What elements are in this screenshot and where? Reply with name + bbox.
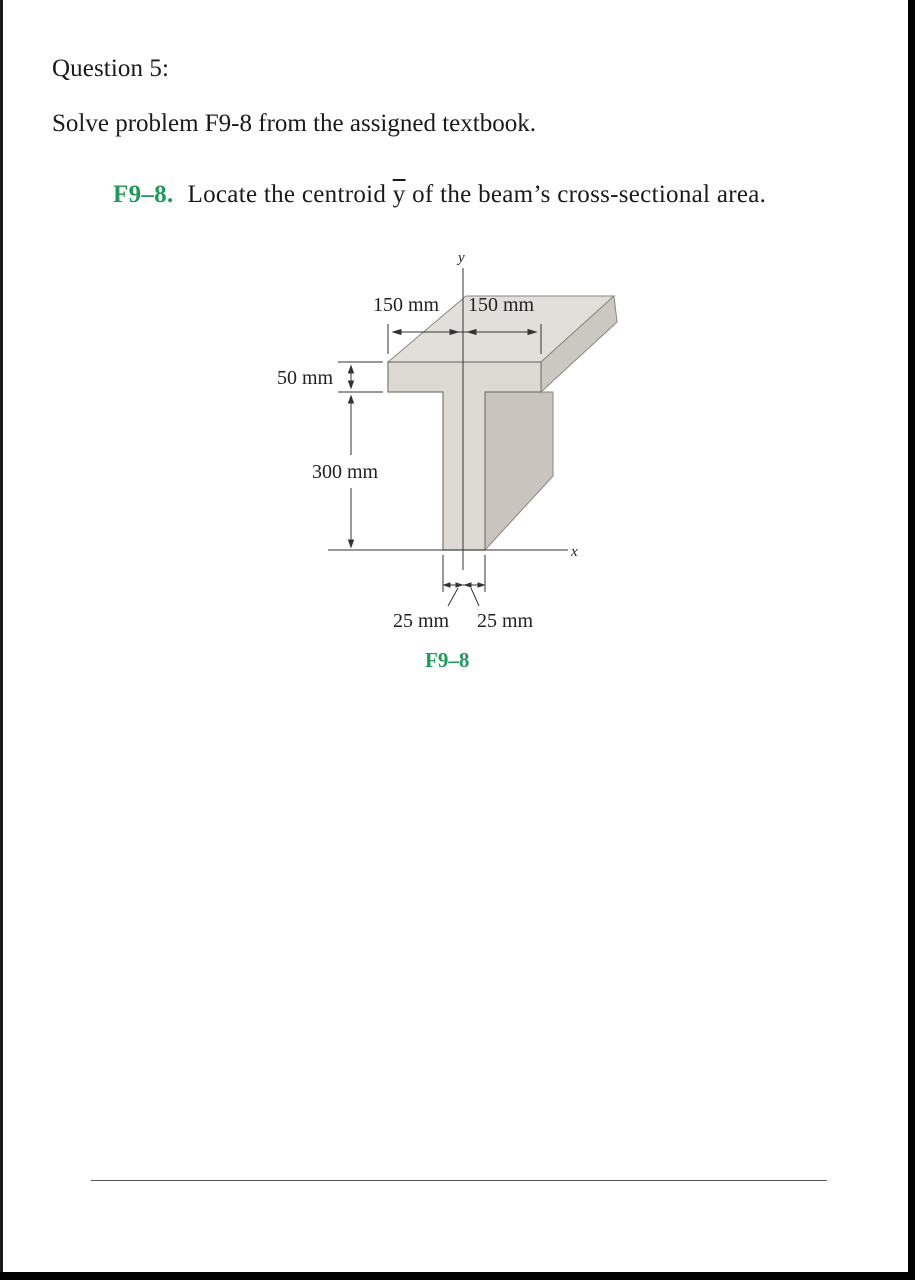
flange-thickness-dimension	[338, 362, 383, 392]
y-axis-label: y	[458, 250, 465, 266]
web-side-face	[485, 392, 553, 550]
question-instruction: Solve problem F9-8 from the assigned textbook.	[52, 110, 536, 137]
dim-flange-right: 150 mm	[468, 294, 535, 316]
problem-text-end: of the beam’s cross-sectional area.	[405, 181, 767, 208]
dim-web-height: 300 mm	[312, 461, 379, 483]
dim-web-right: 25 mm	[477, 610, 534, 632]
x-axis-label: x	[571, 544, 578, 560]
t-beam-figure	[3, 0, 908, 720]
dim-flange-thickness: 50 mm	[277, 367, 334, 389]
web-thickness-dimension	[443, 555, 485, 606]
question-heading: Question 5:	[52, 55, 170, 82]
problem-text-start: Locate the centroid	[187, 181, 393, 208]
dim-flange-left: 150 mm	[373, 294, 440, 316]
figure-caption: F9–8	[425, 648, 470, 672]
centroid-symbol: $\overline{y}$	[392, 181, 406, 208]
problem-number: F9–8.	[113, 181, 174, 208]
horizontal-divider	[91, 1180, 827, 1181]
dim-web-left: 25 mm	[393, 610, 450, 632]
